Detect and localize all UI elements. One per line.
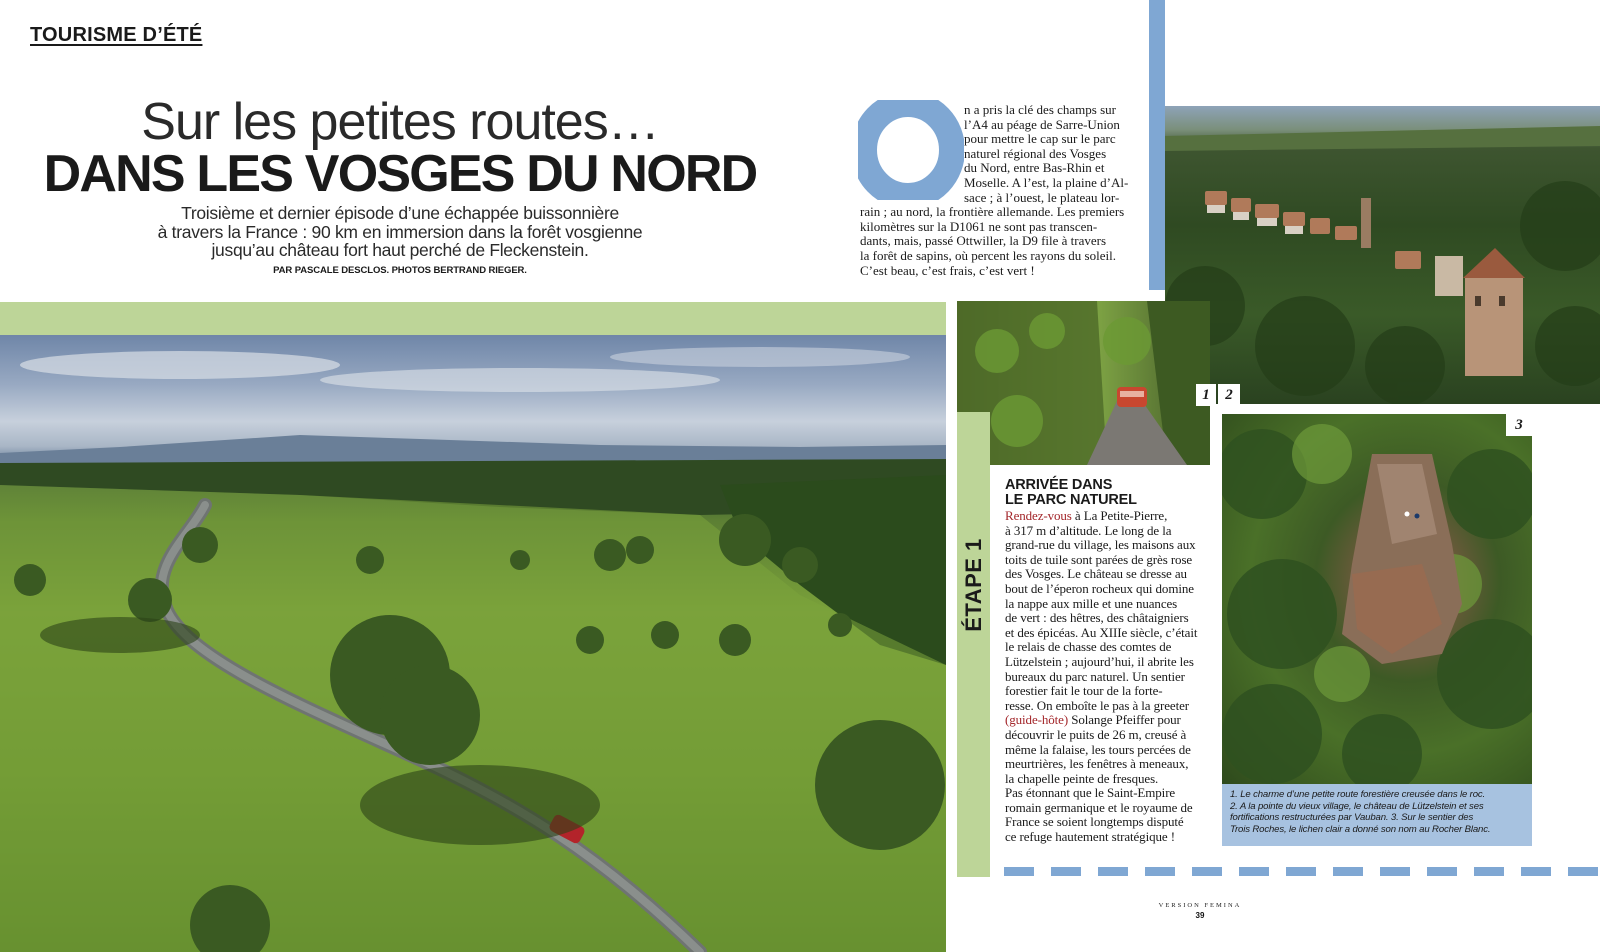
etape-body-line: et des épicéas. Au XIIIe siècle, c’était — [1005, 624, 1198, 640]
intro-line: dants, mais, passé Ottwiller, la D9 file à travers — [860, 233, 1107, 249]
etape-body-line: bureaux du parc naturel. Un sentier — [1005, 668, 1185, 684]
rocher-blanc-photo — [1222, 414, 1532, 784]
dash-segment — [1380, 867, 1410, 876]
dashed-divider — [1004, 867, 1600, 876]
photo-number-3: 3 — [1506, 414, 1532, 436]
etape-body-line: resse. On emboîte le pas à la greeter — [1005, 697, 1189, 713]
intro-line: naturel régional des Vosges — [964, 145, 1107, 161]
etape-heading-line: ARRIVÉE DANS — [1005, 477, 1113, 493]
etape-body-line: bout de l’éperon rocheux qui domine — [1005, 580, 1194, 596]
subtitle-line: Troisième et dernier épisode d’une échappée buissonnière — [181, 203, 619, 223]
intro-line: pour mettre le cap sur le parc — [964, 131, 1116, 147]
dash-segment — [1427, 867, 1457, 876]
etape-body-line: grand-rue du village, les maisons aux — [1005, 537, 1196, 553]
etape-body-line: France se soient longtemps disputé — [1005, 814, 1184, 830]
etape-body-line: le relais de chasse des comtes de — [1005, 639, 1172, 655]
caption-line: 2. A la pointe du vieux village, le château de Lützelstein et ses — [1230, 800, 1484, 812]
rock-illustration — [1222, 414, 1532, 784]
title-line-bold: DANS LES VOSGES DU NORD — [43, 145, 757, 203]
dash-segment — [1192, 867, 1222, 876]
etape-body-line: de vert : des hêtres, des châtaigniers — [1005, 610, 1189, 626]
dash-segment — [1145, 867, 1175, 876]
landscape-illustration — [0, 335, 946, 952]
forest-road-photo — [957, 301, 1210, 465]
photo-number-2: 2 — [1218, 384, 1240, 406]
page-number: 39 — [1195, 911, 1205, 920]
etape-body-line: des Vosges. Le château se dresse au — [1005, 566, 1187, 582]
byline: PAR PASCALE DESCLOS. PHOTOS BERTRAND RIEGER. — [273, 265, 527, 276]
etape-body-line: Pas étonnant que le Saint-Empire — [1005, 785, 1176, 801]
intro-line: C’est beau, c’est frais, c’est vert ! — [860, 262, 1035, 278]
subtitle-line: jusqu’au château fort haut perché de Fleckenstein. — [211, 240, 589, 260]
main-landscape-photo — [0, 335, 946, 952]
etape-body-line: forestier fait le tour de la forte- — [1005, 683, 1163, 699]
etape-body-line: Rendez-vous à La Petite-Pierre, — [1005, 508, 1168, 523]
dash-segment — [1568, 867, 1598, 876]
etape-body-line: à 317 m d’altitude. Le long de la — [1005, 522, 1172, 538]
caption-line: fortifications restructurées par Vauban. 3. Sur le sentier des — [1230, 812, 1474, 824]
dash-segment — [1286, 867, 1316, 876]
intro-line: kilomètres sur la D1061 ne sont pas transcen- — [860, 218, 1098, 234]
etape-body-line: ce refuge hautement stratégique ! — [1005, 829, 1175, 845]
photo-captions — [1222, 784, 1532, 846]
intro-line: rain ; au nord, la frontière allemande. Les premiers — [860, 204, 1125, 220]
etape-label — [958, 540, 990, 630]
intro-line: Moselle. A l’est, la plaine d’Al- — [964, 174, 1129, 190]
blue-vertical-bar — [1149, 0, 1165, 290]
etape-body-line: romain germanique et le royaume de — [1005, 799, 1193, 815]
intro-line: sace ; à l’ouest, le plateau lor- — [964, 189, 1120, 205]
dash-segment — [1051, 867, 1081, 876]
caption-line: 1. Le charme d’une petite route forestière creusée dans le roc. — [1230, 789, 1486, 800]
etape-body-line: découvrir le puits de 26 m, creusé à — [1005, 726, 1187, 742]
etape-body-line: même la falaise, les tours percées de — [1005, 741, 1191, 757]
green-band — [0, 302, 946, 335]
highlight-term: Rendez-vous — [1005, 508, 1072, 523]
dash-segment — [1004, 867, 1034, 876]
intro-line: du Nord, entre Bas-Rhin et — [964, 160, 1105, 176]
intro-line: la forêt de sapins, où percent les rayons du soleil. — [860, 247, 1116, 263]
etape-heading-line: LE PARC NATUREL — [1005, 492, 1137, 508]
etape-body-line: (guide-hôte) Solange Pfeiffer pour — [1005, 712, 1181, 728]
dash-segment — [1239, 867, 1269, 876]
village-castle-photo — [1165, 106, 1600, 404]
etape-body-line: la nappe aux mille et une nuances — [1005, 595, 1178, 611]
magazine-name: VERSION FEMINA — [1158, 902, 1242, 909]
subtitle — [80, 204, 720, 260]
village-illustration — [1165, 106, 1600, 404]
subtitle-line: à travers la France : 90 km en immersion dans la forêt vosgienne — [157, 221, 643, 242]
section-rubric: TOURISME D’ÉTÉ — [30, 24, 203, 46]
etape-body-line: meurtrières, les fenêtres à meneaux, — [1005, 756, 1189, 772]
dash-segment — [1333, 867, 1363, 876]
dash-segment — [1474, 867, 1504, 876]
photo-number-1: 1 — [1196, 384, 1216, 406]
intro-paragraph — [860, 103, 1140, 278]
etape-sidebar — [957, 412, 990, 877]
etape-body-text — [1005, 509, 1212, 845]
dash-segment — [1098, 867, 1128, 876]
intro-line: l’A4 au péage de Sarre-Union — [964, 116, 1120, 132]
dash-segment — [1521, 867, 1551, 876]
caption-line: Trois Roches, le lichen clair a donné son nom au Rocher Blanc. — [1230, 823, 1491, 835]
etape-body-line: la chapelle peinte de fresques. — [1005, 770, 1159, 786]
title-line-light: Sur les petites routes… — [141, 93, 659, 151]
etape-heading — [1005, 478, 1205, 508]
intro-line: n a pris la clé des champs sur — [964, 102, 1116, 117]
etape-body-line: Lützelstein ; aujourd’hui, il abrite les — [1005, 653, 1194, 669]
highlight-term: (guide-hôte) — [1005, 712, 1069, 728]
etape-label-text: ÉTAPE 1 — [961, 538, 986, 632]
etape-body-line: toits de tuile sont parées de grès rose — [1005, 551, 1193, 567]
forest-road-illustration — [957, 301, 1210, 465]
